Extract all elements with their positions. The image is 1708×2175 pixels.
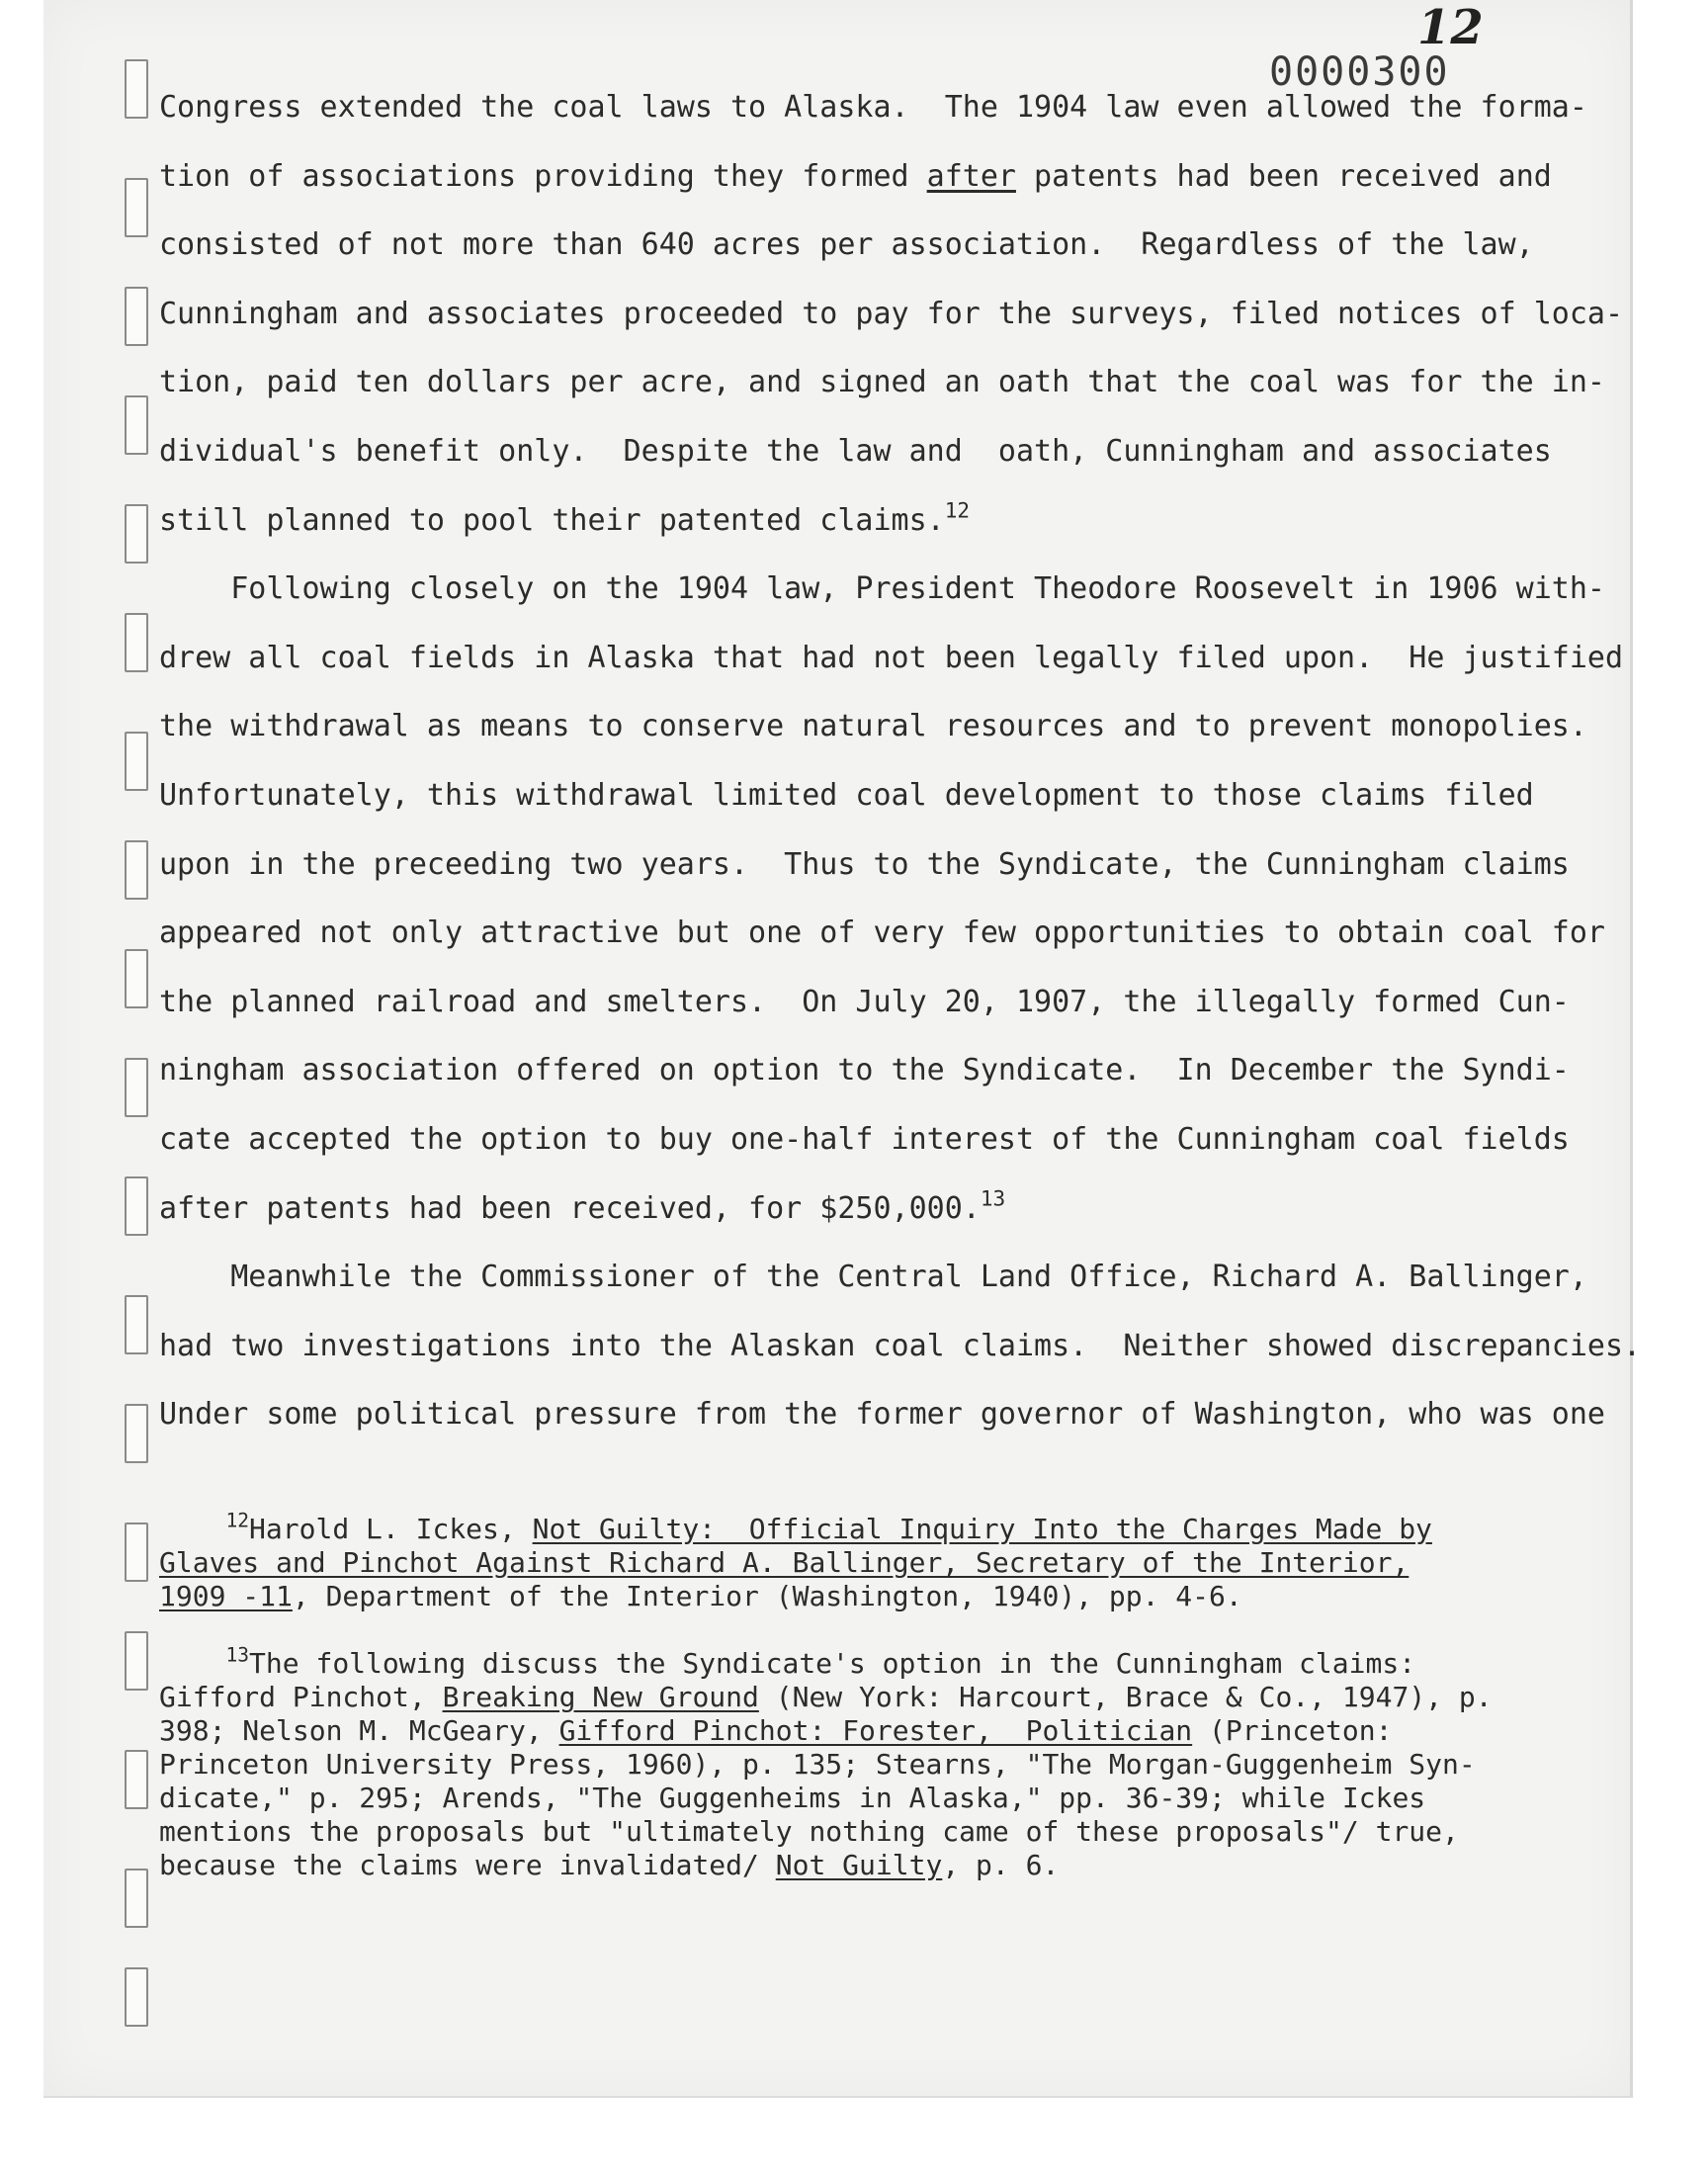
footnote-line: $^{13}$The following discuss the Syndicate's option in the Cunningham claims: [225, 1643, 1416, 1680]
body-text [159, 73, 1642, 1449]
body-line: appeared not only attractive but one of very few opportunities to obtain coal for [159, 915, 1605, 951]
body-line: Following closely on the 1904 law, President Theodore Roosevelt in 1906 with- [159, 571, 1605, 607]
binder-hole [125, 840, 148, 900]
body-line: cate accepted the option to buy one-half interest of the Cunningham coal fields [159, 1121, 1570, 1157]
body-line: had two investigations into the Alaskan coal claims. Neither showed discrepancies. [159, 1328, 1642, 1363]
binder-hole [125, 178, 148, 237]
body-line: upon in the preceeding two years. Thus to the Syndicate, the Cunningham claims [159, 846, 1570, 882]
body-line: the planned railroad and smelters. On July 20, 1907, the illegally formed Cun- [159, 984, 1570, 1019]
footnote-marker: 12 [225, 1509, 250, 1532]
binder-holes [125, 59, 148, 2037]
footnote-line: Glaves and Pinchot Against Richard A. Ballinger, Secretary of the Interior, [159, 1546, 1409, 1579]
binder-hole [125, 1176, 148, 1236]
footnote-line: 398; Nelson M. McGeary, Gifford Pinchot: Forester, Politician (Princeton: [159, 1714, 1393, 1747]
body-line: dividual's benefit only. Despite the law and oath, Cunningham and associates [159, 433, 1552, 469]
binder-hole [125, 1967, 148, 2027]
binder-hole [125, 1404, 148, 1463]
binder-hole [125, 613, 148, 672]
footnote-12 [159, 1509, 1602, 1613]
body-line: Unfortunately, this withdrawal limited coal development to those claims filed [159, 777, 1534, 813]
binder-hole [125, 1295, 148, 1354]
footnote-line: 1909 -11, Department of the Interior (Washington, 1940), pp. 4-6. [159, 1580, 1242, 1612]
footnote-marker: 13 [225, 1643, 250, 1667]
footnote-marker: 12 [944, 497, 971, 522]
footnote-marker: 13 [980, 1185, 1006, 1210]
body-line: after patents had been received, for $250,000.13 [159, 1185, 1006, 1226]
body-line: the withdrawal as means to conserve natural resources and to prevent monopolies. [159, 709, 1587, 744]
handwritten-page-number: 12 [1417, 0, 1484, 55]
binder-hole [125, 395, 148, 455]
binder-hole [125, 949, 148, 1008]
binder-hole [125, 1869, 148, 1928]
footnote-line: because the claims were invalidated/ Not Guilty, p. 6. [159, 1849, 1060, 1881]
body-line: ningham association offered on option to the Syndicate. In December the Syndi- [159, 1053, 1570, 1088]
footnote-line: $^{12}$Harold L. Ickes, Not Guilty: Official Inquiry Into the Charges Made by [225, 1509, 1432, 1545]
binder-hole [125, 1058, 148, 1117]
footnote-13 [159, 1643, 1602, 1882]
footnote-line: mentions the proposals but "ultimately nothing came of these proposals"/ true, [159, 1815, 1459, 1848]
binder-hole [125, 287, 148, 346]
body-line: tion of associations providing they formed after patents had been received and [159, 158, 1552, 194]
body-line: Meanwhile the Commissioner of the Central Land Office, Richard A. Ballinger, [159, 1260, 1587, 1295]
body-line: still planned to pool their patented claims.$^{12}$ [159, 497, 971, 538]
binder-hole [125, 732, 148, 791]
binder-hole [125, 504, 148, 564]
body-line: Cunningham and associates proceeded to pay for the surveys, filed notices of loca- [159, 296, 1624, 331]
body-line: Congress extended the coal laws to Alaska. The 1904 law even allowed the forma- [159, 90, 1587, 125]
footnote-line: Princeton University Press, 1960), p. 135; Stearns, "The Morgan-Guggenheim Syn- [159, 1748, 1476, 1781]
document-page [43, 0, 1642, 2098]
body-line: drew all coal fields in Alaska that had not been legally filed upon. He justified [159, 640, 1624, 675]
binder-hole [125, 1631, 148, 1691]
footnote-line: Gifford Pinchot, Breaking New Ground (New York: Harcourt, Brace & Co., 1947), p. [159, 1681, 1493, 1713]
body-line: Under some political pressure from the former governor of Washington, who was one [159, 1397, 1605, 1433]
document-stamp-number: 0000300 [1269, 49, 1450, 95]
footnote-line: dicate," p. 295; Arends, "The Guggenheims in Alaska," pp. 36-39; while Ickes [159, 1782, 1426, 1814]
binder-hole [125, 1522, 148, 1582]
binder-hole [125, 59, 148, 119]
binder-hole [125, 1750, 148, 1809]
body-line: consisted of not more than 640 acres per association. Regardless of the law, [159, 227, 1534, 263]
body-line: tion, paid ten dollars per acre, and signed an oath that the coal was for the in- [159, 365, 1605, 400]
